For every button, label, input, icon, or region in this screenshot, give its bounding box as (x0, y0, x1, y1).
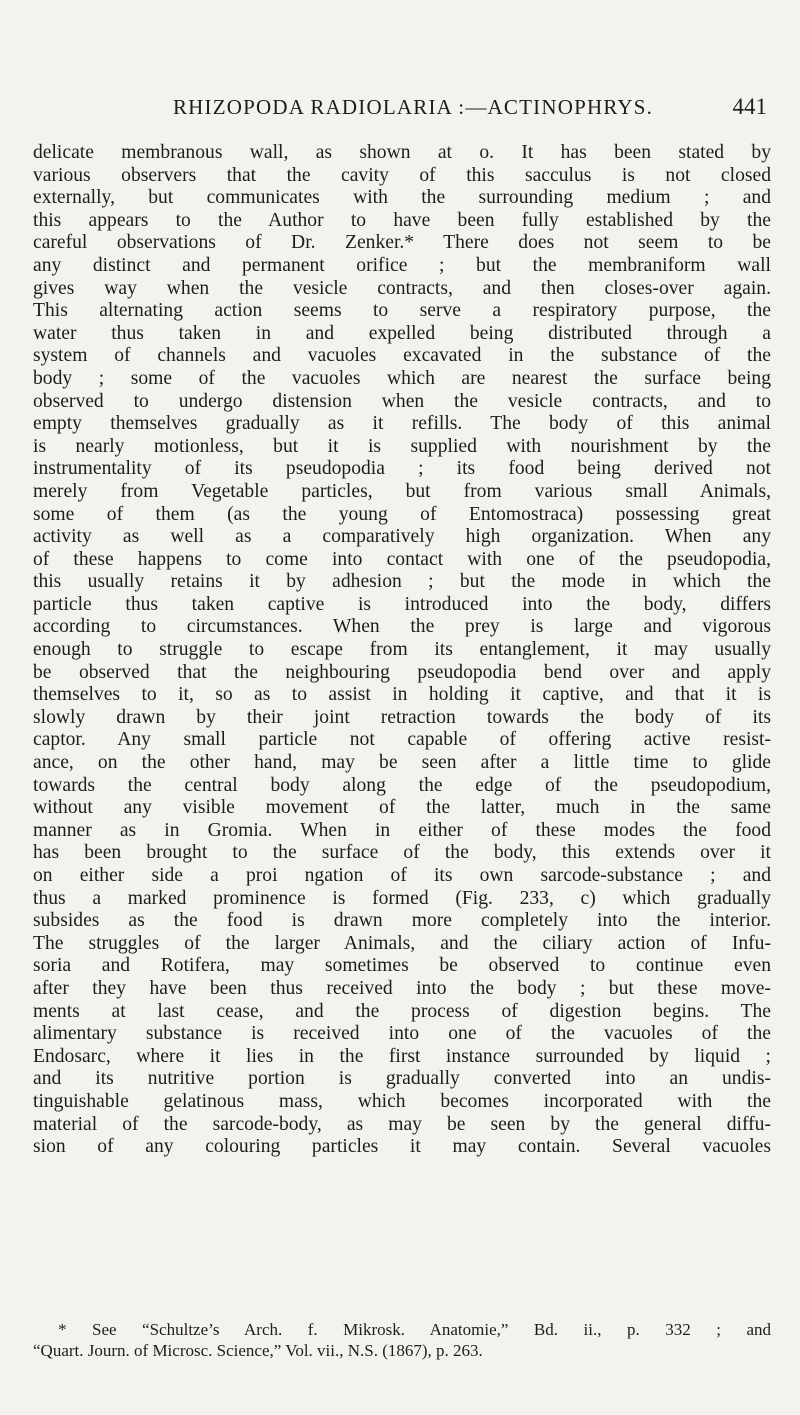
text-line: various observers that the cavity of this sacculus is not closed (33, 164, 771, 186)
text-line: subsides as the food is drawn more completely into the interior. (33, 910, 771, 932)
text-line: delicate membranous wall, as shown at o. It has been stated by (33, 142, 771, 163)
text-line: soria and Rotifera, may sometimes be observed to continue even (33, 955, 771, 977)
text-line: this usually retains it by adhesion ; but the mode in which the (33, 571, 771, 593)
text-line: externally, but communicates with the surrounding medium ; and (33, 187, 771, 209)
text-line: themselves to it, so as to assist in holding it captive, and that it is (33, 684, 771, 706)
text-line: body ; some of the vacuoles which are nearest the surface being (33, 367, 771, 389)
text-line: has been brought to the surface of the body, this extends over it (33, 842, 771, 864)
text-line: activity as well as a comparatively high organization. When any (33, 526, 771, 548)
text-line: merely from Vegetable particles, but from various small Animals, (33, 480, 771, 502)
text-line: without any visible movement of the latter, much in the same (33, 797, 771, 819)
text-line: sion of any colouring particles it may contain. Several vacuoles (33, 1136, 771, 1158)
text-line: any distinct and permanent orifice ; but the membraniform wall (33, 254, 771, 276)
text-line: ance, on the other hand, may be seen after a little time to glide (33, 752, 771, 774)
text-line: of these happens to come into contact with one of the pseudopodia, (33, 548, 771, 570)
text-line: captor. Any small particle not capable of offering active resist- (33, 729, 771, 751)
text-line: after they have been thus received into the body ; but these move- (33, 977, 771, 999)
text-line: ments at last cease, and the process of digestion begins. The (33, 1000, 771, 1022)
text-line: according to circumstances. When the prey is large and vigorous (33, 616, 771, 638)
text-line: particle thus taken captive is introduced into the body, differs (33, 593, 771, 615)
text-line: system of channels and vacuoles excavated in the substance of the (33, 345, 771, 367)
text-line: careful observations of Dr. Zenker.* There does not seem to be (33, 232, 771, 254)
text-line: towards the central body along the edge of the pseudopodium, (33, 774, 771, 796)
text-line: material of the sarcode-body, as may be seen by the general diffu- (33, 1113, 771, 1135)
running-title: RHIZOPODA RADIOLARIA :—ACTINOPHRYS. (172, 95, 654, 119)
text-line: is nearly motionless, but it is supplied with nourishment by the (33, 435, 771, 457)
text-line: on either side a proi ngation of its own sarcode-substance ; and (33, 865, 771, 886)
text-line: slowly drawn by their joint retraction towards the body of its (33, 706, 771, 728)
text-line: thus a marked prominence is formed (Fig. 233, c) which gradually (33, 887, 771, 909)
text-line: This alternating action seems to serve a respiratory purpose, the (33, 300, 771, 322)
text-line: empty themselves gradually as it refills. The body of this animal (33, 413, 771, 435)
text-line: observed to undergo distension when the vesicle contracts, and to (33, 390, 771, 412)
text-line: enough to struggle to escape from its entanglement, it may usually (33, 639, 771, 661)
running-head (80, 90, 775, 124)
text-line: manner as in Gromia. When in either of these modes the food (33, 819, 771, 841)
text-line: tinguishable gelatinous mass, which becomes incorporated with the (33, 1090, 771, 1112)
text-line: be observed that the neighbouring pseudopodia bend over and apply (33, 661, 771, 683)
text-line: The struggles of the larger Animals, and the ciliary action of Infu- (33, 932, 771, 954)
text-line: Endosarc, where it lies in the first instance surrounded by liquid ; (33, 1045, 771, 1067)
body-text (33, 142, 771, 1159)
text-line: alimentary substance is received into one of the vacuoles of the (33, 1023, 771, 1045)
text-line: and its nutritive portion is gradually converted into an undis- (33, 1068, 771, 1090)
text-line: gives way when the vesicle contracts, and then closes-over again. (33, 277, 771, 299)
text-line: water thus taken in and expelled being distributed through a (33, 322, 771, 344)
footnotes (33, 1319, 771, 1361)
footnote-line: “Quart. Journ. of Microsc. Science,” Vol. vii., N.S. (1867), p. 263. (33, 1341, 483, 1360)
text-line: some of them (as the young of Entomostraca) possessing great (33, 503, 771, 525)
page-number: 441 (732, 94, 767, 119)
text-line: instrumentality of its pseudopodia ; its food being derived not (33, 458, 771, 480)
footnote-line: * See “Schultze’s Arch. f. Mikrosk. Anatomie,” Bd. ii., p. 332 ; and (58, 1320, 771, 1339)
text-line: this appears to the Author to have been fully established by the (33, 209, 771, 231)
